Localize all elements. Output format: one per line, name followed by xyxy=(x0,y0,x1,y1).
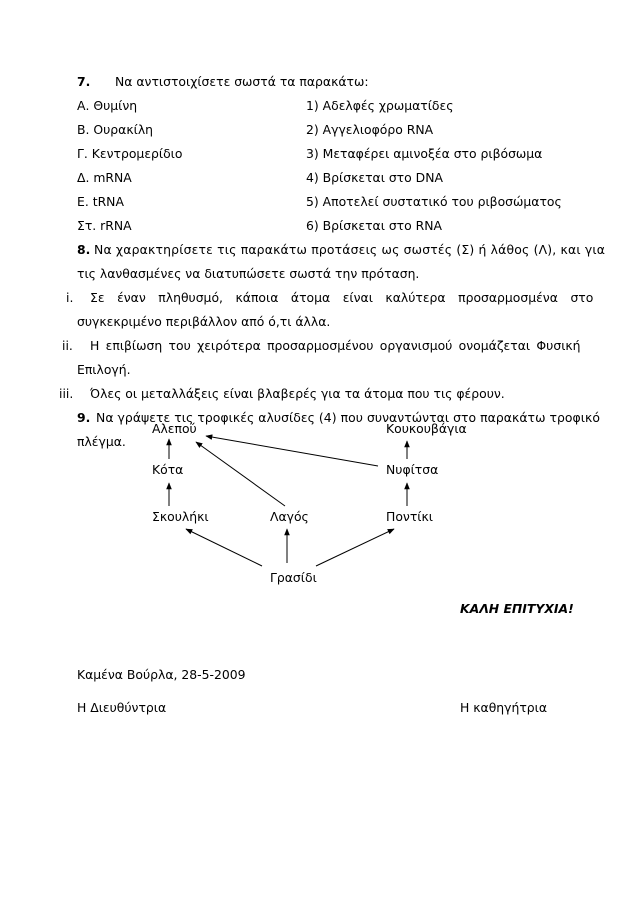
q7-text: Να αντιστοιχίσετε σωστά τα παρακάτω: xyxy=(115,74,369,89)
node-worm: Σκουλήκι xyxy=(152,509,209,524)
node-owl: Κουκουβάγια xyxy=(386,421,467,436)
match-right-item: 1) Αδελφές χρωματίδες xyxy=(306,98,454,113)
match-right-item: 5) Αποτελεί συστατικό του ριβοσώματος xyxy=(306,194,562,209)
q7-number: 7. xyxy=(77,74,91,89)
match-left-item: Δ. mRNA xyxy=(77,170,132,185)
teacher-signature-label: Η καθηγήτρια xyxy=(460,700,548,715)
q9-number: 9. xyxy=(77,410,91,425)
node-hare: Λαγός xyxy=(270,509,309,524)
statement-number: iii. xyxy=(59,386,74,401)
statement-text: Η επιβίωση του χειρότερα προσαρμοσμένου οργανισμού ονομάζεται Φυσική xyxy=(90,338,581,353)
statement-text-cont: συγκεκριμένο περιβάλλον από ό,τι άλλα. xyxy=(77,314,331,329)
match-left-item: Στ. rRNA xyxy=(77,218,132,233)
match-right-item: 4) Βρίσκεται στο DNA xyxy=(306,170,443,185)
good-luck: ΚΑΛΗ ΕΠΙΤΥΧΙΑ! xyxy=(460,601,574,616)
match-left-item: Α. Θυμίνη xyxy=(77,98,138,113)
statement-number: i. xyxy=(66,290,74,305)
statement-text: Σε έναν πληθυσμό, κάποια άτομα είναι καλύτερα προσαρμοσμένα στο xyxy=(90,290,594,305)
place-date: Καμένα Βούρλα, 28-5-2009 xyxy=(77,667,246,682)
node-hen: Κότα xyxy=(152,462,184,477)
statement-text: Όλες οι μεταλλάξεις είναι βλαβερές για τα άτομα που τις φέρουν. xyxy=(90,386,505,401)
arrow-hare-fox xyxy=(196,442,285,506)
q9-line2: πλέγμα. xyxy=(77,434,126,449)
match-right-item: 6) Βρίσκεται στο RNA xyxy=(306,218,443,233)
match-left-item: Ε. tRNA xyxy=(77,194,124,209)
arrow-snake-fox xyxy=(206,436,378,466)
q8-line2: τις λανθασμένες να διατυπώσετε σωστά την πρόταση. xyxy=(77,266,420,281)
node-mouse: Ποντίκι xyxy=(386,509,433,524)
director-signature-label: Η Διευθύντρια xyxy=(77,700,167,715)
statement-number: ii. xyxy=(62,338,73,353)
q8-number: 8. xyxy=(77,242,91,257)
q8-line1-text: Να χαρακτηρίσετε τις παρακάτω προτάσεις ως σωστές (Σ) ή λάθος (Λ), και για xyxy=(94,242,606,257)
node-grass: Γρασίδι xyxy=(270,570,317,585)
arrow-grass-mouse xyxy=(316,529,394,566)
node-fox: Αλεπού xyxy=(152,421,197,436)
match-left-item: Β. Ουρακίλη xyxy=(77,122,154,137)
node-snake: Νυφίτσα xyxy=(386,462,439,477)
arrow-grass-worm xyxy=(186,529,262,566)
match-left-item: Γ. Κεντρομερίδιο xyxy=(77,146,183,161)
match-right-item: 3) Μεταφέρει αμινοξέα στο ριβόσωμα xyxy=(306,146,543,161)
statement-text-cont: Επιλογή. xyxy=(77,362,131,377)
match-right-item: 2) Αγγελιοφόρο RNA xyxy=(306,122,434,137)
q9-line1: Να γράψετε τις τροφικές αλυσίδες (4) που συναντώνται στο παρακάτω τροφικό xyxy=(96,410,600,425)
